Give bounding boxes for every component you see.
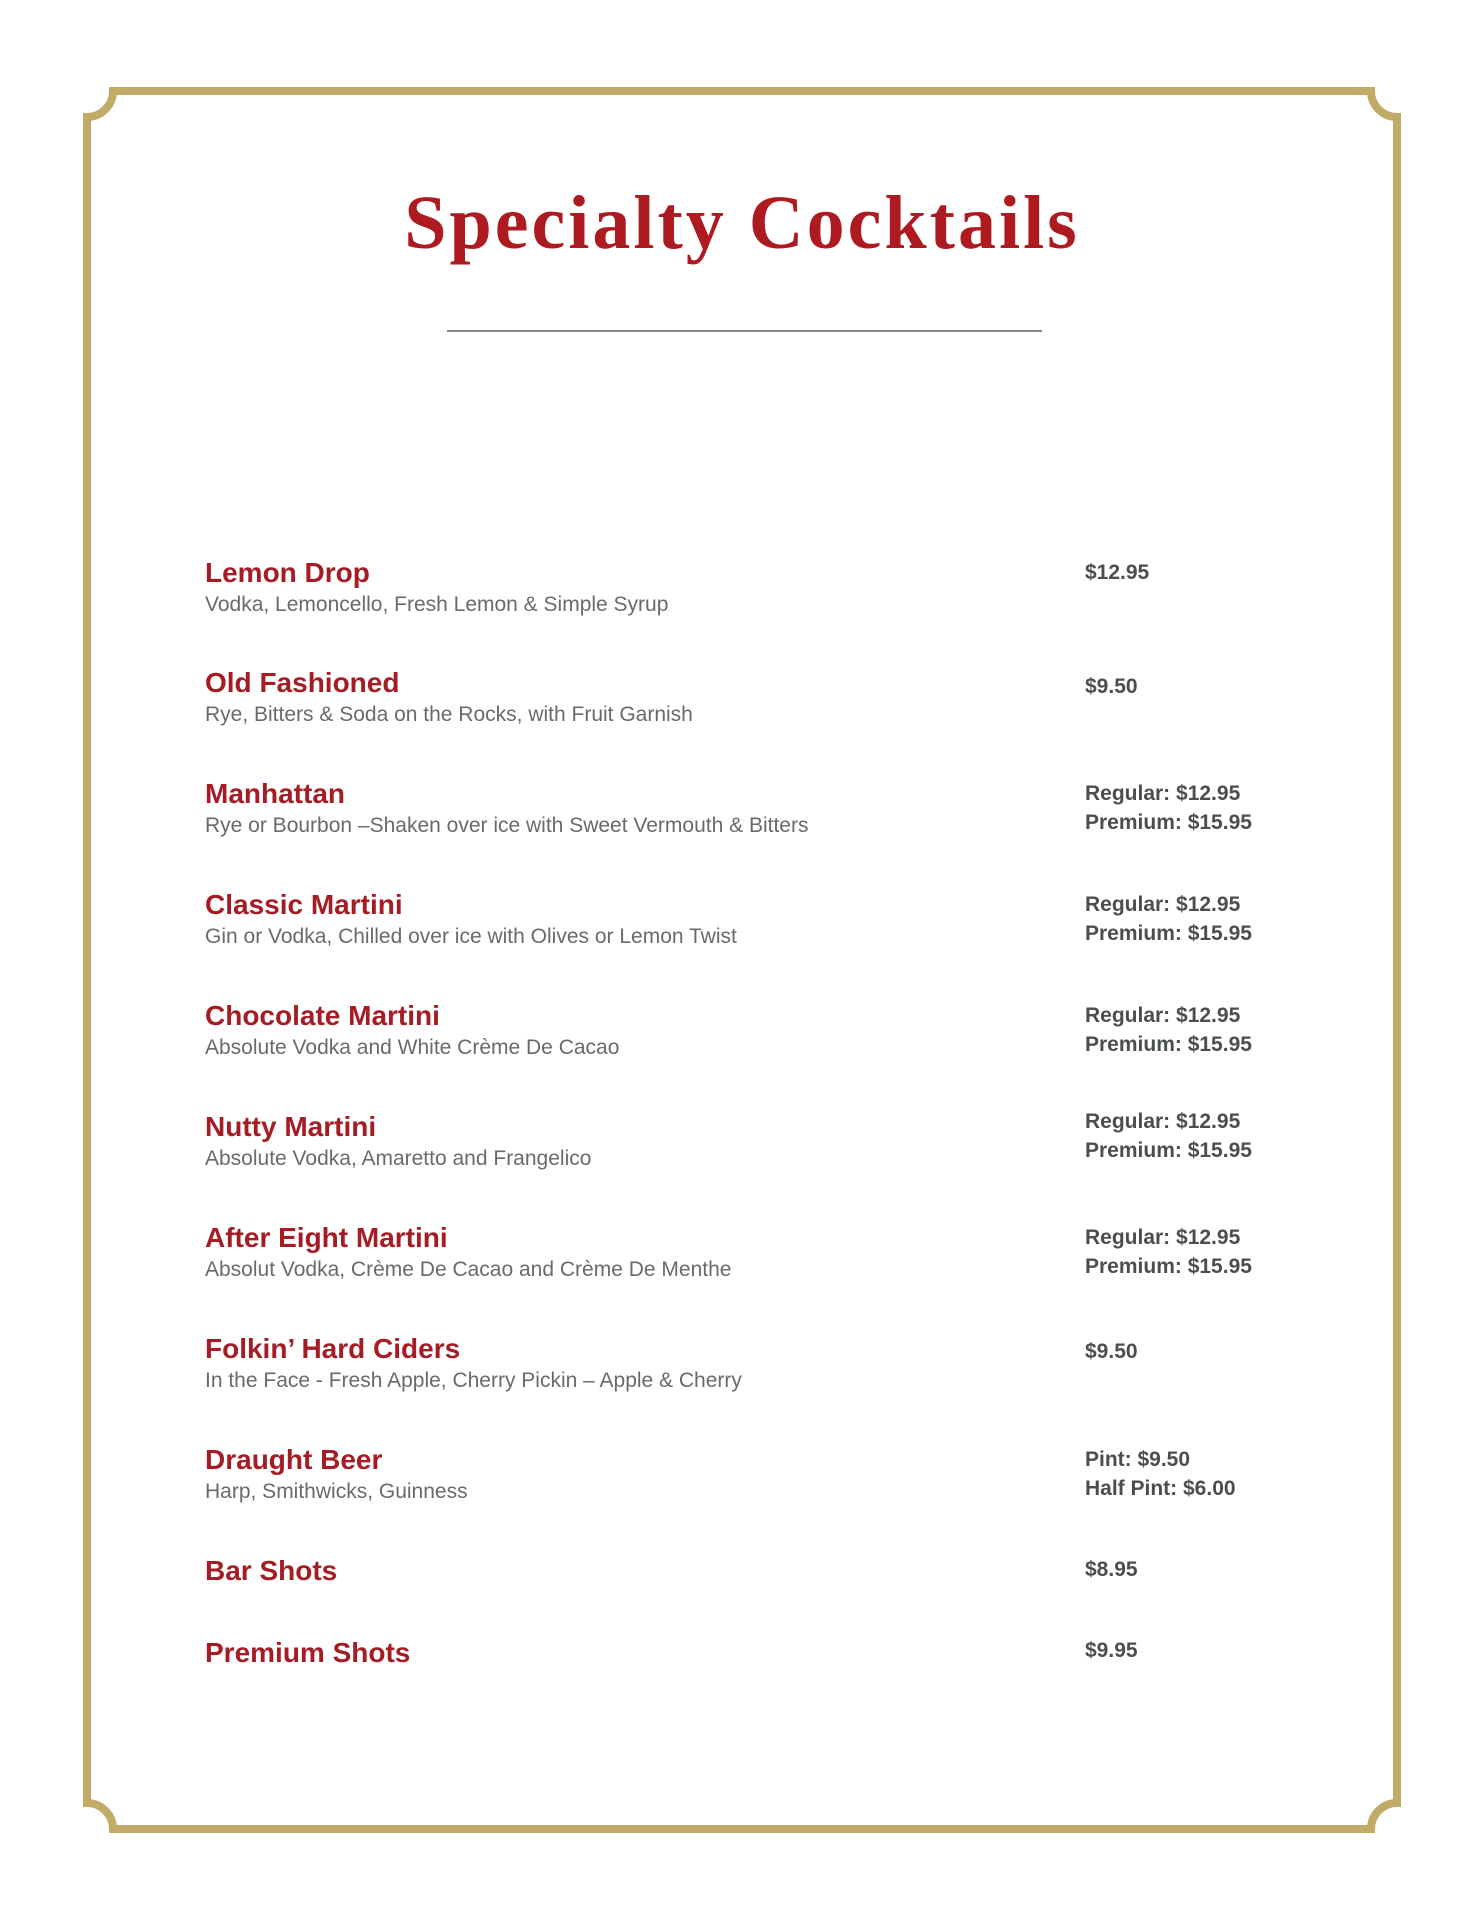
item-prices <box>1085 1636 1138 1665</box>
title-divider <box>447 330 1042 332</box>
item-prices <box>1085 779 1252 837</box>
item-description: Absolute Vodka and White Crème De Cacao <box>205 1036 620 1059</box>
item-price-premium: Premium: $15.95 <box>1085 1255 1252 1278</box>
item-price-premium: Premium: $15.95 <box>1085 1033 1252 1056</box>
item-name: Classic Martini <box>205 889 403 920</box>
item-prices <box>1085 890 1252 948</box>
item-description: Rye or Bourbon –Shaken over ice with Sweet Vermouth & Bitters <box>205 814 809 837</box>
item-name: Chocolate Martini <box>205 1000 440 1031</box>
item-price: $9.50 <box>1085 675 1138 698</box>
item-prices <box>1085 1223 1252 1281</box>
item-name: Nutty Martini <box>205 1111 377 1142</box>
item-price: $8.95 <box>1085 1558 1138 1581</box>
item-price-premium: Premium: $15.95 <box>1085 811 1252 834</box>
item-name: Premium Shots <box>205 1637 411 1668</box>
item-description: In the Face - Fresh Apple, Cherry Pickin – Apple & Cherry <box>205 1369 742 1392</box>
item-price-regular: Regular: $12.95 <box>1085 1004 1241 1027</box>
item-description: Absolut Vodka, Crème De Cacao and Crème De Menthe <box>205 1258 732 1281</box>
item-price: $9.95 <box>1085 1639 1138 1662</box>
item-description: Gin or Vodka, Chilled over ice with Olives or Lemon Twist <box>205 925 737 948</box>
item-prices <box>1085 1107 1252 1165</box>
item-price-premium: Premium: $15.95 <box>1085 922 1252 945</box>
item-price: $12.95 <box>1085 561 1150 584</box>
item-price-regular: Regular: $12.95 <box>1085 1110 1241 1133</box>
item-prices <box>1085 1445 1236 1503</box>
item-description: Vodka, Lemoncello, Fresh Lemon & Simple Syrup <box>205 593 669 616</box>
page-title: Specialty Cocktails <box>404 181 1080 265</box>
item-name: Draught Beer <box>205 1444 383 1475</box>
item-price-regular: Regular: $12.95 <box>1085 1226 1241 1249</box>
item-name: After Eight Martini <box>205 1222 448 1253</box>
item-name: Old Fashioned <box>205 667 400 698</box>
item-name: Bar Shots <box>205 1555 338 1586</box>
item-prices <box>1085 1555 1138 1584</box>
item-description: Rye, Bitters & Soda on the Rocks, with Fruit Garnish <box>205 703 693 726</box>
item-price-pint: Pint: $9.50 <box>1085 1448 1191 1471</box>
item-prices <box>1085 558 1149 587</box>
item-description: Harp, Smithwicks, Guinness <box>205 1480 468 1503</box>
item-name: Manhattan <box>205 778 345 809</box>
item-price: $9.50 <box>1085 1340 1138 1363</box>
item-price-half-pint: Half Pint: $6.00 <box>1085 1477 1236 1500</box>
item-name: Folkin’ Hard Ciders <box>205 1333 461 1364</box>
item-prices <box>1085 672 1138 701</box>
item-name: Lemon Drop <box>205 557 370 588</box>
item-prices <box>1085 1337 1138 1366</box>
item-price-regular: Regular: $12.95 <box>1085 782 1241 805</box>
item-prices <box>1085 1001 1252 1059</box>
item-price-regular: Regular: $12.95 <box>1085 893 1241 916</box>
item-price-premium: Premium: $15.95 <box>1085 1139 1252 1162</box>
item-description: Absolute Vodka, Amaretto and Frangelico <box>205 1147 592 1170</box>
